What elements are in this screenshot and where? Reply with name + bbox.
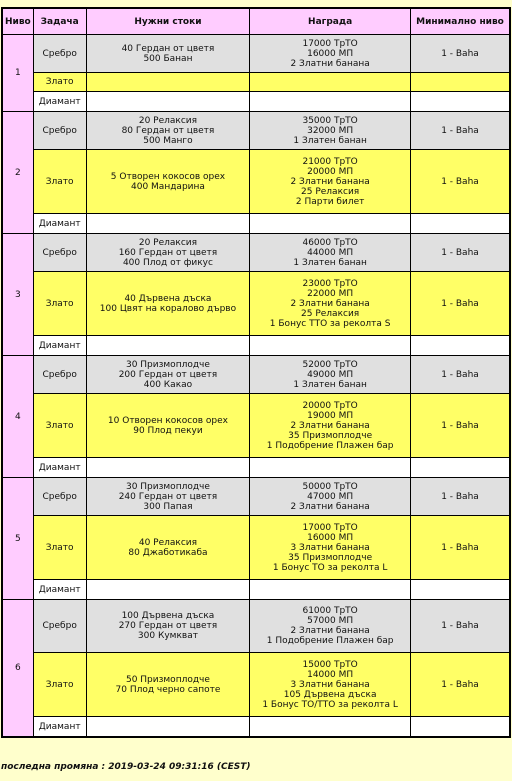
table-row: [2, 112, 510, 150]
reward-line: 17000 ТрТО: [302, 522, 358, 533]
goods-line: 400 Какао: [143, 379, 193, 390]
reward-cell: [250, 35, 411, 73]
reward-line: 20000 МП: [307, 166, 354, 177]
quest-table: [1, 7, 511, 738]
level-cell: 5: [2, 478, 33, 600]
reward-line: 2 Златни банана: [290, 626, 370, 636]
table-row: [2, 214, 510, 234]
task-cell: Злато: [33, 394, 86, 458]
goods-cell: [86, 356, 250, 394]
goods-line: 100 Цвят на коралово дърво: [99, 303, 237, 314]
reward-cell: [250, 336, 411, 356]
goods-line: 400 Плод от фикус: [122, 257, 213, 268]
table-row: [2, 35, 510, 73]
reward-cell: [250, 234, 411, 272]
goods-cell: [86, 717, 250, 738]
goods-line: 270 Гердан от цветя: [118, 621, 218, 631]
goods-cell: [86, 92, 250, 112]
goods-line: 40 Гердан от цветя: [121, 43, 215, 54]
reward-line: 61000 ТрТО: [302, 606, 358, 616]
reward-cell: [250, 150, 411, 214]
goods-cell: [86, 336, 250, 356]
reward-line: 3 Златни банана: [290, 542, 370, 553]
reward-line: 44000 МП: [307, 247, 354, 258]
goods-cell: [86, 73, 250, 92]
task-cell: Диамант: [33, 92, 86, 112]
min-level-cell: [410, 717, 510, 738]
level-cell: 6: [2, 600, 33, 738]
goods-line: 500 Банан: [143, 53, 193, 64]
reward-cell: [250, 73, 411, 92]
min-level-cell: 1 - Baha: [410, 150, 510, 214]
reward-cell: [250, 272, 411, 336]
goods-line: 40 Дървена дъска: [124, 293, 212, 304]
min-level-cell: [410, 580, 510, 600]
task-cell: Диамант: [33, 336, 86, 356]
reward-line: 2 Златни банана: [290, 501, 370, 512]
task-cell: Диамант: [33, 214, 86, 234]
level-cell: 2: [2, 112, 33, 234]
goods-line: 80 Гердан от цветя: [121, 125, 215, 136]
reward-line: 2 Златни банана: [290, 420, 370, 431]
goods-line: 30 Призмоплодче: [125, 481, 210, 492]
task-cell: Сребро: [33, 112, 86, 150]
level-cell: 1: [2, 35, 33, 112]
reward-line: 2 Златни банана: [290, 176, 370, 187]
goods-line: 100 Дървена дъска: [121, 611, 215, 621]
reward-line: 50000 ТрТО: [302, 481, 358, 492]
table-row: [2, 272, 510, 336]
reward-cell: [250, 458, 411, 478]
goods-line: 240 Гердан от цветя: [118, 491, 218, 502]
goods-cell: [86, 234, 250, 272]
task-cell: Злато: [33, 653, 86, 717]
goods-line: 400 Мандарина: [131, 181, 205, 192]
goods-line: 40 Релаксия: [138, 537, 198, 548]
min-level-cell: 1 - Baha: [410, 653, 510, 717]
table-row: [2, 234, 510, 272]
reward-line: 1 Бонус ТО за реколта L: [272, 562, 388, 573]
task-cell: Сребро: [33, 356, 86, 394]
reward-line: 23000 ТрТО: [302, 278, 358, 289]
min-level-cell: [410, 458, 510, 478]
goods-line: 30 Призмоплодче: [125, 359, 210, 370]
reward-cell: [250, 92, 411, 112]
table-row: [2, 394, 510, 458]
table-row: [2, 717, 510, 738]
table-row: [2, 580, 510, 600]
goods-line: 200 Гердан от цветя: [118, 369, 218, 380]
reward-line: 49000 МП: [307, 369, 354, 380]
task-cell: Злато: [33, 516, 86, 580]
min-level-cell: [410, 92, 510, 112]
min-level-cell: 1 - Baha: [410, 600, 510, 653]
min-level-cell: 1 - Baha: [410, 272, 510, 336]
reward-cell: [250, 394, 411, 458]
reward-line: 17000 ТрТО: [302, 38, 358, 49]
task-cell: Сребро: [33, 234, 86, 272]
table-row: [2, 150, 510, 214]
goods-line: 300 Кумкват: [137, 631, 198, 641]
table-row: [2, 92, 510, 112]
goods-cell: [86, 35, 250, 73]
min-level-cell: [410, 73, 510, 92]
goods-line: 10 Отворен кокосов орех: [107, 415, 228, 426]
goods-line: 20 Релаксия: [138, 115, 198, 126]
reward-line: 1 Бонус ТО/ТТО за реколта L: [262, 699, 398, 710]
min-level-cell: 1 - Baha: [410, 35, 510, 73]
reward-line: 2 Златни банана: [290, 58, 370, 69]
goods-cell: [86, 112, 250, 150]
goods-cell: [86, 653, 250, 717]
goods-cell: [86, 272, 250, 336]
reward-cell: [250, 653, 411, 717]
header-level: Ниво: [2, 8, 33, 35]
table-row: [2, 336, 510, 356]
goods-cell: [86, 458, 250, 478]
reward-cell: [250, 214, 411, 234]
reward-line: 2 Златни банана: [290, 298, 370, 309]
reward-line: 105 Дървена дъска: [283, 689, 377, 700]
header-min-level: Минимално ниво: [410, 8, 510, 35]
goods-cell: [86, 478, 250, 516]
reward-line: 22000 МП: [307, 288, 354, 299]
reward-line: 1 Подобрение Плажен бар: [266, 636, 394, 646]
reward-line: 57000 МП: [307, 616, 354, 626]
reward-line: 1 Златен банан: [293, 379, 367, 390]
reward-cell: [250, 580, 411, 600]
task-cell: Диамант: [33, 458, 86, 478]
reward-line: 1 Златен банан: [293, 257, 367, 268]
reward-cell: [250, 112, 411, 150]
reward-line: 20000 ТрТО: [302, 400, 358, 411]
table-row: [2, 73, 510, 92]
reward-line: 16000 МП: [307, 532, 354, 543]
min-level-cell: 1 - Baha: [410, 478, 510, 516]
reward-line: 21000 ТрТО: [302, 156, 358, 167]
reward-line: 52000 ТрТО: [302, 359, 358, 370]
reward-line: 1 Бонус ТТО за реколта S: [269, 318, 391, 329]
min-level-cell: 1 - Baha: [410, 234, 510, 272]
reward-line: 35000 ТрТО: [302, 115, 358, 126]
goods-line: 80 Джаботикаба: [128, 547, 208, 558]
reward-line: 32000 МП: [307, 125, 354, 136]
goods-line: 160 Гердан от цветя: [118, 247, 218, 258]
level-cell: 4: [2, 356, 33, 478]
table-row: [2, 478, 510, 516]
reward-line: 46000 ТрТО: [302, 237, 358, 248]
reward-line: 25 Релаксия: [301, 186, 360, 197]
reward-line: 47000 МП: [307, 491, 354, 502]
reward-cell: [250, 516, 411, 580]
reward-cell: [250, 478, 411, 516]
level-cell: 3: [2, 234, 33, 356]
header-task: Задача: [33, 8, 86, 35]
reward-line: 2 Парти билет: [295, 196, 365, 207]
min-level-cell: 1 - Baha: [410, 356, 510, 394]
task-cell: Злато: [33, 150, 86, 214]
goods-line: 20 Релаксия: [138, 237, 198, 248]
goods-line: 5 Отворен кокосов орех: [110, 171, 226, 182]
task-cell: Сребро: [33, 35, 86, 73]
task-cell: Диамант: [33, 717, 86, 738]
reward-line: 1 Златен банан: [293, 135, 367, 146]
quest-table-body: [2, 35, 510, 738]
header-reward: Награда: [250, 8, 411, 35]
table-row: [2, 458, 510, 478]
reward-line: 14000 МП: [307, 669, 354, 680]
goods-line: 90 Плод пекуи: [133, 425, 203, 436]
goods-cell: [86, 150, 250, 214]
reward-cell: [250, 600, 411, 653]
reward-line: 25 Релаксия: [301, 308, 360, 319]
goods-line: 300 Папая: [143, 501, 193, 512]
min-level-cell: 1 - Baha: [410, 394, 510, 458]
table-row: [2, 516, 510, 580]
task-cell: Злато: [33, 272, 86, 336]
header-goods: Нужни стоки: [86, 8, 250, 35]
reward-cell: [250, 717, 411, 738]
min-level-cell: 1 - Baha: [410, 516, 510, 580]
reward-line: 15000 ТрТО: [302, 659, 358, 670]
reward-line: 19000 МП: [307, 410, 354, 421]
task-cell: Злато: [33, 73, 86, 92]
goods-cell: [86, 214, 250, 234]
reward-line: 35 Призмоплодче: [288, 430, 373, 441]
table-row: [2, 356, 510, 394]
table-row: [2, 653, 510, 717]
reward-line: 35 Призмоплодче: [288, 552, 373, 563]
goods-line: 50 Призмоплодче: [125, 674, 210, 685]
table-row: [2, 600, 510, 653]
goods-line: 500 Манго: [143, 135, 193, 146]
goods-cell: [86, 580, 250, 600]
goods-cell: [86, 516, 250, 580]
goods-line: 70 Плод черно сапоте: [115, 684, 221, 695]
min-level-cell: 1 - Baha: [410, 112, 510, 150]
reward-line: 1 Подобрение Плажен бар: [266, 440, 394, 451]
min-level-cell: [410, 214, 510, 234]
task-cell: Сребро: [33, 478, 86, 516]
task-cell: Сребро: [33, 600, 86, 653]
last-modified: последна промяна : 2019-03-24 09:31:16 (CEST): [1, 762, 251, 772]
reward-line: 16000 МП: [307, 48, 354, 59]
goods-cell: [86, 394, 250, 458]
goods-cell: [86, 600, 250, 653]
task-cell: Диамант: [33, 580, 86, 600]
reward-cell: [250, 356, 411, 394]
reward-line: 3 Златни банана: [290, 679, 370, 690]
min-level-cell: [410, 336, 510, 356]
header-row: [2, 8, 510, 35]
